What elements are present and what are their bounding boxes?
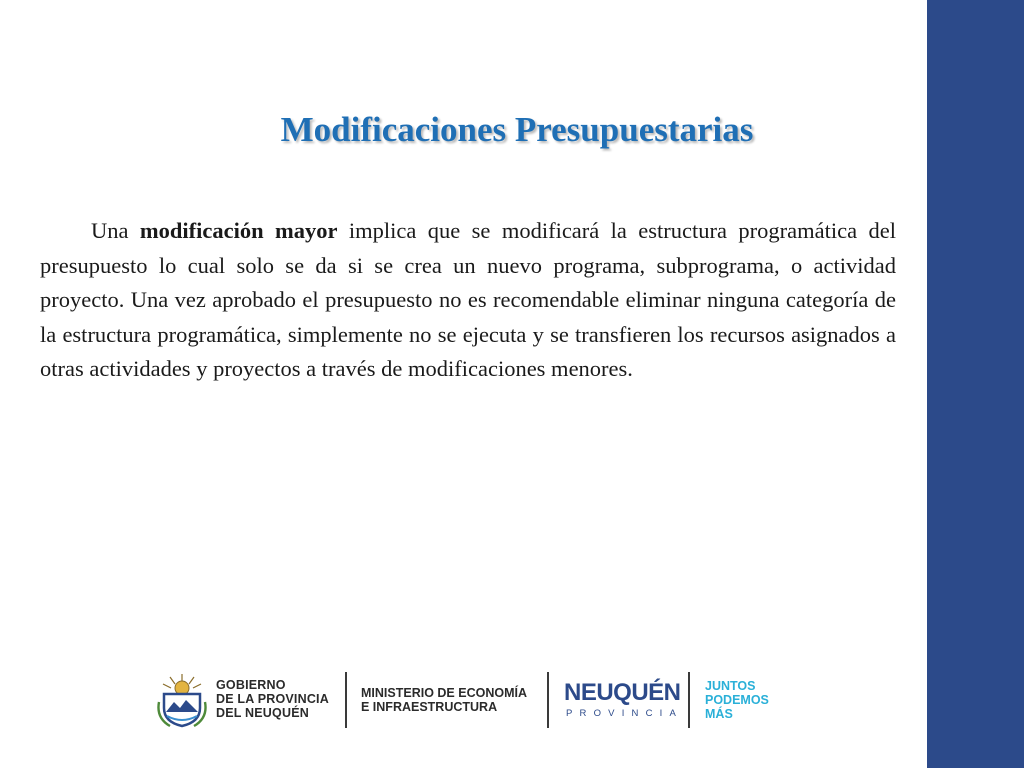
paragraph-lead: Una	[91, 218, 140, 243]
ministerio-line-2: E INFRAESTRUCTURA	[361, 700, 498, 714]
paragraph-rest: implica que se modificará la estructura programática del presupuesto lo cual solo se da si se crea un nuevo programa, subprograma, o actividad proyecto. Una vez aprobado el presupuesto no es recomendable eliminar ninguna categoría de la estructura programática, simplemente no se ejecuta y se transfieren los recursos asignados a otras actividades y proyectos a través de modificaciones menores.	[40, 218, 896, 381]
slogan-line-2: PODEMOS	[705, 693, 769, 707]
neuquen-provincia-label: PROVINCIA	[566, 708, 684, 719]
paragraph-bold-term: modificación mayor	[139, 218, 338, 243]
slide-title: Modificaciones Presupuestarias	[280, 110, 754, 149]
logo-divider	[547, 672, 549, 728]
gobierno-line-3: DEL NEUQUÉN	[216, 706, 309, 720]
logo-divider	[345, 672, 347, 728]
logo-divider	[688, 672, 690, 728]
gobierno-line-2: DE LA PROVINCIA	[216, 692, 329, 706]
gobierno-line-1: GOBIERNO	[216, 678, 286, 692]
provincial-coat-of-arms-icon	[156, 672, 208, 728]
neuquen-wordmark: NEUQUÉN	[564, 679, 681, 706]
ministerio-line-1: MINISTERIO DE ECONOMÍA	[361, 686, 527, 700]
gobierno-wordmark	[216, 678, 329, 720]
body-paragraph	[40, 214, 896, 387]
ministerio-wordmark	[361, 686, 527, 714]
footer-logos	[150, 668, 810, 732]
slogan-line-1: JUNTOS	[705, 679, 756, 693]
slogan-wordmark	[705, 679, 769, 721]
slogan-line-3: MÁS	[705, 707, 733, 721]
